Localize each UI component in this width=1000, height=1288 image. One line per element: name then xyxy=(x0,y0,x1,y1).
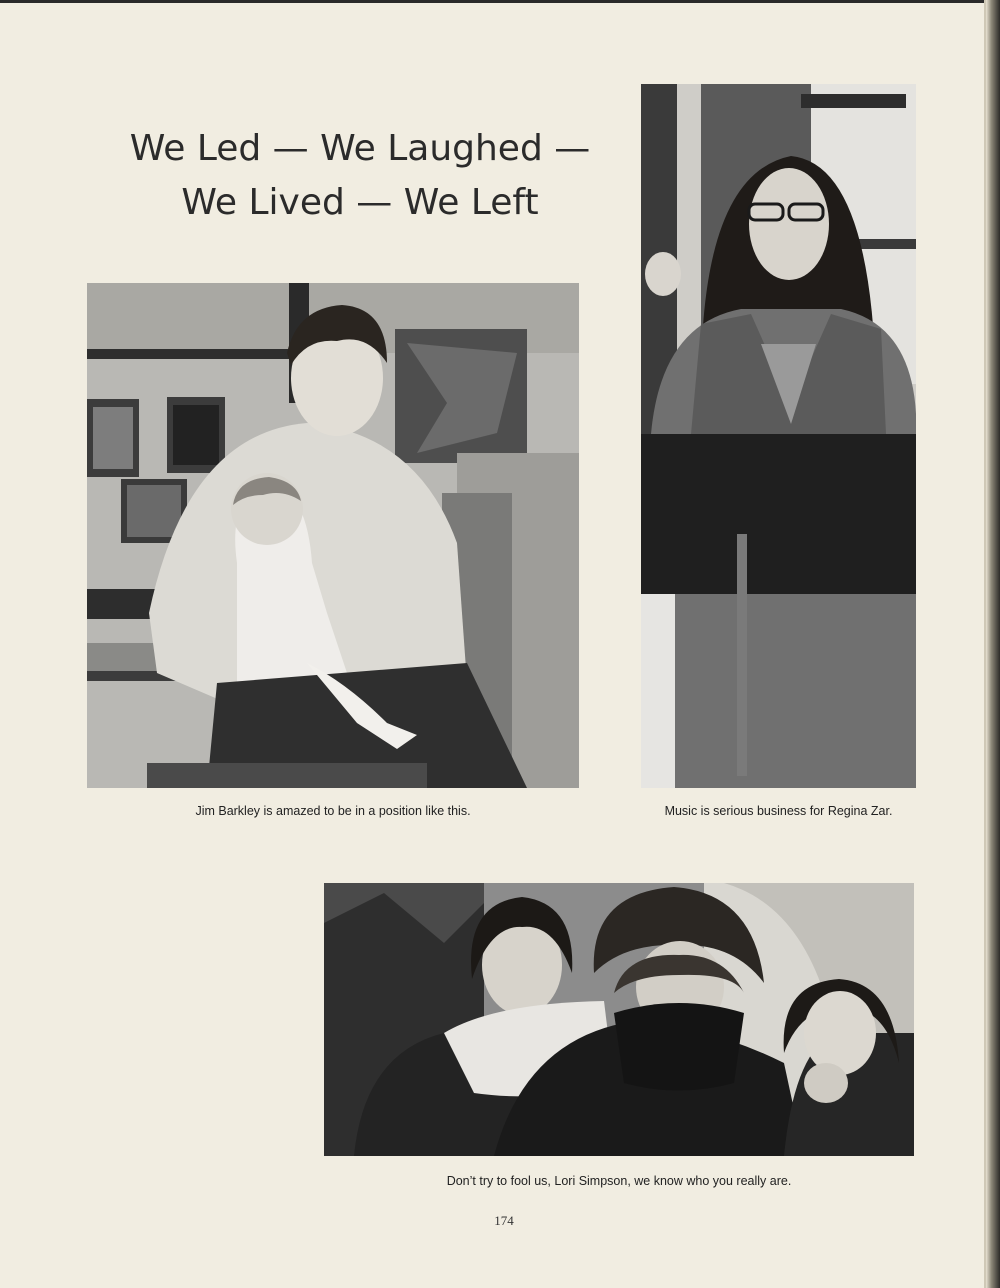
page-top-edge xyxy=(0,0,1000,3)
photo-jim-barkley-image xyxy=(87,283,579,788)
title-line-2: We Lived — We Left xyxy=(181,182,539,223)
title-line-1: We Led — We Laughed — xyxy=(129,128,591,169)
page-title xyxy=(90,122,630,230)
page-number: 174 xyxy=(494,1213,514,1228)
photo-regina-zar xyxy=(641,84,916,788)
photo-lori-simpson xyxy=(324,883,914,1156)
caption-lori-simpson: Don’t try to fool us, Lori Simpson, we know who you really are. xyxy=(446,1174,792,1188)
caption-jim-barkley: Jim Barkley is amazed to be in a position like this. xyxy=(195,804,471,818)
photo-jim-barkley xyxy=(87,283,579,788)
photo-lori-simpson-image xyxy=(324,883,914,1156)
photo-regina-zar-image xyxy=(641,84,916,788)
caption-regina-zar: Music is serious business for Regina Zar. xyxy=(664,804,893,818)
page-binding xyxy=(986,0,1000,1288)
